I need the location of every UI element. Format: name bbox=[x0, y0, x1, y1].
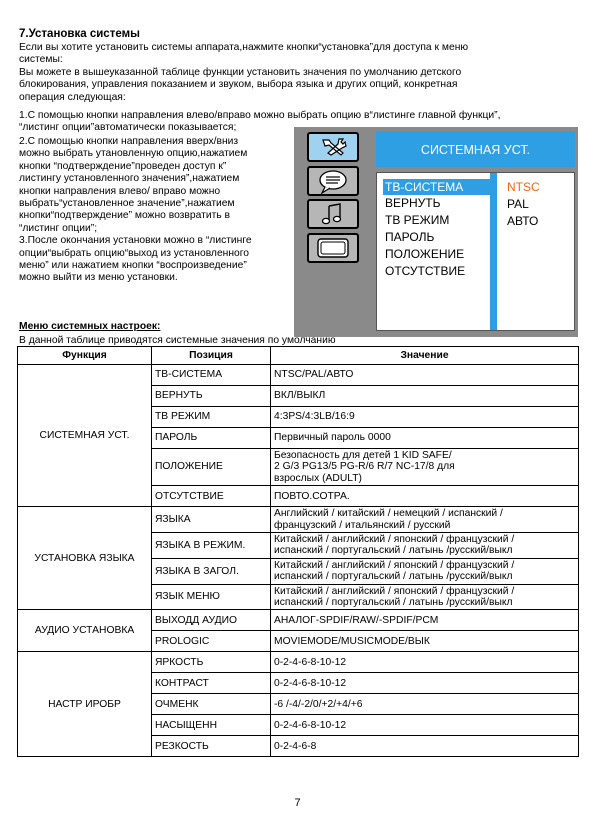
function-cell: УСТАНОВКА ЯЗЫКА bbox=[18, 507, 152, 610]
value-cell: ПОВТО.СОТРА. bbox=[271, 486, 579, 507]
position-cell: ТВ РЕЖИМ bbox=[152, 407, 271, 428]
value-cell: АНАЛОГ-SPDIF/RAW/-SPDIF/PCM bbox=[271, 610, 579, 631]
menu-section-label: Меню системных настроек: bbox=[19, 321, 161, 332]
menu-title: СИСТЕМНАЯ УСТ. bbox=[376, 131, 575, 167]
function-cell: СИСТЕМНАЯ УСТ. bbox=[18, 365, 152, 507]
value-cell: 0-2-4-6-8-10-12 bbox=[271, 652, 579, 673]
table-header-row bbox=[18, 347, 579, 365]
monitor-icon bbox=[307, 233, 359, 263]
value-cell: ВКЛ/ВЫКЛ bbox=[271, 386, 579, 407]
value-line: взрослых (ADULT) bbox=[274, 472, 362, 484]
menu-item-absence[interactable]: ОТСУТСТВИЕ bbox=[385, 264, 466, 278]
value-cell: -6 /-4/-2/0/+2/+4/+6 bbox=[271, 694, 579, 715]
steps-line: выбрать“установленное значение”,нажатием bbox=[19, 198, 235, 210]
steps-line: “листинг опции”; bbox=[19, 222, 98, 234]
intro-text bbox=[19, 42, 468, 104]
position-cell: ЯЗЫКА В ЗАГОЛ. bbox=[152, 558, 271, 584]
position-cell: ТВ-СИСТЕМА bbox=[152, 365, 271, 386]
value-cell bbox=[271, 584, 579, 610]
steps-line: меню” или нажатием кнопки “воспроизведение” bbox=[19, 260, 247, 272]
steps-line: 2.С помощью кнопки направления вверх/вниз bbox=[19, 136, 239, 147]
tools-icon bbox=[307, 132, 359, 162]
position-cell: ПАРОЛЬ bbox=[152, 428, 271, 449]
position-cell: ВЕРНУТЬ bbox=[152, 386, 271, 407]
position-cell: ЯЗЫКА bbox=[152, 507, 271, 533]
value-cell: 0-2-4-6-8-10-12 bbox=[271, 673, 579, 694]
option-pal[interactable]: PAL bbox=[507, 197, 529, 211]
position-cell: ОТСУТСТВИЕ bbox=[152, 486, 271, 507]
speech-bubble-icon bbox=[307, 166, 359, 196]
header-function: Функция bbox=[18, 347, 152, 365]
position-cell: ЯЗЫКА В РЕЖИМ. bbox=[152, 533, 271, 559]
menu-item-tv-mode[interactable]: ТВ РЕЖИМ bbox=[385, 213, 450, 227]
value-line: испанский / португальский / латынь /русский/выкл bbox=[274, 597, 513, 609]
value-cell: MOVIEMODE/MUSICMODE/ВЫК bbox=[271, 631, 579, 652]
value-cell: Первичный пароль 0000 bbox=[271, 428, 579, 449]
value-line: испанский / португальский / латынь /русский/выкл bbox=[274, 571, 513, 583]
intro-line: системы: bbox=[19, 54, 63, 66]
option-auto[interactable]: АВТО bbox=[507, 214, 539, 228]
music-note-icon bbox=[307, 199, 359, 229]
position-cell: ПОЛОЖЕНИЕ bbox=[152, 449, 271, 486]
option-ntsc[interactable]: NTSC bbox=[507, 180, 540, 194]
value-cell: 4:3PS/4:3LB/16:9 bbox=[271, 407, 579, 428]
value-line: 2 G/3 PG13/5 PG-R/6 R/7 NC-17/8 для bbox=[274, 461, 455, 473]
table-row bbox=[18, 365, 579, 386]
value-cell: 0-2-4-6-8 bbox=[271, 736, 579, 757]
menu-item-password[interactable]: ПАРОЛЬ bbox=[385, 230, 435, 244]
settings-table bbox=[17, 346, 579, 757]
intro-line: операция следующая: bbox=[19, 91, 126, 103]
steps-line: кнопки “подтверждение”проведен доступ к” bbox=[19, 160, 227, 172]
value-line: французский / итальянский / русский bbox=[274, 519, 451, 531]
intro-line: Вы можете в вышеуказанной таблице функции установить значения по умолчанию детского bbox=[19, 66, 462, 78]
function-cell: АУДИО УСТАНОВКА bbox=[18, 610, 152, 652]
value-cell bbox=[271, 449, 579, 486]
value-cell bbox=[271, 533, 579, 559]
header-position: Позиция bbox=[152, 347, 271, 365]
menu-item-return[interactable]: ВЕРНУТЬ bbox=[385, 196, 441, 210]
position-cell: ЯЗЫК МЕНЮ bbox=[152, 584, 271, 610]
menu-divider bbox=[490, 173, 497, 330]
position-cell: РЕЗКОСТЬ bbox=[152, 736, 271, 757]
value-line: Безопасность для детей 1 KID SAFE/ bbox=[274, 450, 452, 461]
function-cell: НАСТР ИРОБР bbox=[18, 652, 152, 757]
menu-item-tv-system[interactable]: ТВ-СИСТЕМА bbox=[383, 179, 495, 195]
steps-line: листингу установленного значения”,нажатием bbox=[19, 173, 240, 185]
steps-line: опции“выбрать опцию“выход из установленного bbox=[19, 247, 250, 259]
step1-line: 1.С помощью кнопки направления влево/вправо можно выбрать опцию в“листинге главной функци”, bbox=[19, 110, 501, 121]
header-value: Значение bbox=[271, 347, 579, 365]
value-cell bbox=[271, 558, 579, 584]
steps-line: 3.После окончания установки можно в “листинге bbox=[19, 235, 252, 247]
position-cell: НАСЫЩЕНН bbox=[152, 715, 271, 736]
steps-line: кнопки направления влево/ вправо можно bbox=[19, 185, 221, 197]
steps-line: можно выбрать утановленную опцию,нажатием bbox=[19, 148, 248, 160]
steps-text bbox=[19, 136, 252, 285]
table-row bbox=[18, 507, 579, 533]
table-note: В данной таблице приводятся системные значения по умолчанию bbox=[19, 335, 336, 346]
menu-icon-column bbox=[296, 127, 374, 337]
intro-line: Если вы хотите установить системы аппарата,нажмите кнопки“установка”для доступа к меню bbox=[19, 42, 469, 53]
page-number: 7 bbox=[294, 797, 301, 809]
value-line: Китайский / английский / японский / французский / bbox=[274, 585, 515, 597]
value-line: Китайский / английский / японский / французский / bbox=[274, 559, 515, 571]
intro-line: блокирования, управления показанием и звуком, выбора языка и других опций, конкретная bbox=[19, 79, 458, 91]
menu-item-position[interactable]: ПОЛОЖЕНИЕ bbox=[385, 247, 465, 261]
table-row bbox=[18, 652, 579, 673]
position-cell: PROLOGIC bbox=[152, 631, 271, 652]
position-cell: ВЫХОДД АУДИО bbox=[152, 610, 271, 631]
position-cell: КОНТРАСТ bbox=[152, 673, 271, 694]
steps-line: кнопки“подтверждение” можно возвратить в bbox=[19, 210, 230, 222]
steps-line: можно выйти из меню установки. bbox=[19, 272, 178, 284]
value-line: Английский / китайский / немецкий / испанский / bbox=[274, 508, 503, 520]
value-line: испанский / португальский / латынь /русский/выкл bbox=[274, 545, 513, 557]
menu-panel bbox=[376, 172, 575, 331]
value-line: Китайский / английский / японский / французский / bbox=[274, 534, 515, 546]
position-cell: ОЧМЕНК bbox=[152, 694, 271, 715]
step1-line: “листинг опции”автоматически показывается; bbox=[19, 122, 237, 134]
value-cell: NTSC/PAL/АВТО bbox=[271, 365, 579, 386]
value-cell bbox=[271, 507, 579, 533]
table-row bbox=[18, 610, 579, 631]
value-cell: 0-2-4-6-8-10-12 bbox=[271, 715, 579, 736]
section-heading: 7.Установка системы bbox=[19, 28, 140, 40]
position-cell: ЯРКОСТЬ bbox=[152, 652, 271, 673]
setup-menu-screenshot bbox=[294, 127, 578, 337]
